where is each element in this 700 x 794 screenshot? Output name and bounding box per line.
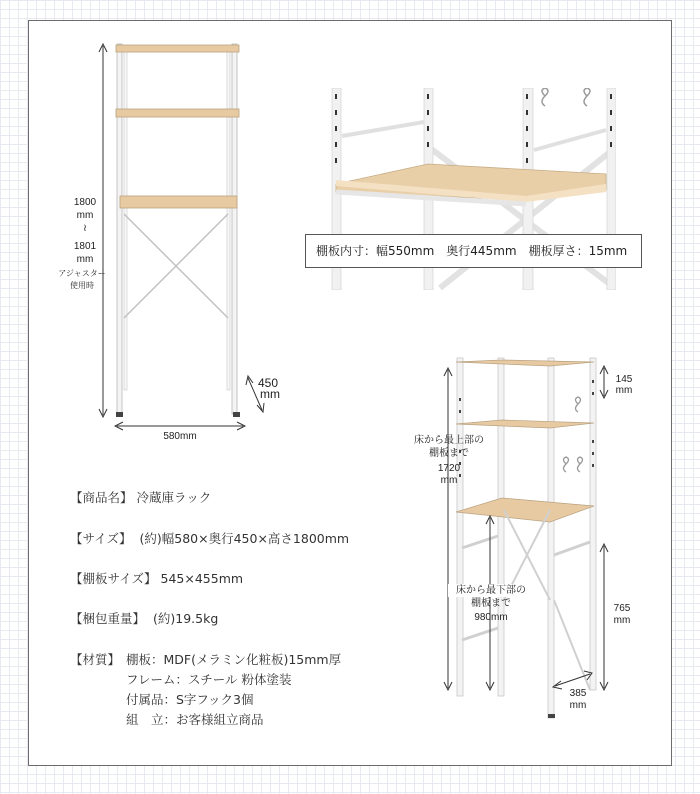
right-height-value: 765 — [613, 603, 631, 614]
spec-name-key: 【商品名】 — [70, 490, 133, 505]
top-gap-value: 145 — [615, 374, 633, 385]
floor-bottom-value: 980mm — [474, 612, 508, 623]
when-used-label: 使用時 — [70, 281, 94, 290]
depth-unit: mm — [260, 387, 280, 401]
adjuster-label: アジャスター — [58, 269, 106, 278]
spec-weight-key: 【梱包重量】 — [70, 611, 146, 626]
floor-top-unit: mm — [440, 475, 458, 486]
spec-shelf-size — [70, 569, 243, 587]
spec-size-value: (約)幅580×奥行450×高さ1800mm — [139, 531, 350, 546]
shelf-inner-size-caption: 棚板内寸：幅550mm 奥行445mm 棚板厚さ：15mm — [305, 234, 642, 268]
top-gap-unit: mm — [615, 385, 633, 396]
height-value-1: 1800 — [73, 197, 97, 208]
foot-depth-value: 385 — [569, 688, 587, 699]
spec-size-key: 【サイズ】 — [70, 531, 132, 546]
floor-top-label-1: 床から最上部の — [414, 435, 484, 446]
spec-name-value: 冷蔵庫ラック — [136, 490, 212, 505]
foot-depth-unit: mm — [569, 700, 587, 711]
floor-bottom-label-1: 床から最下部の — [448, 584, 534, 597]
height-unit-1: mm — [76, 210, 94, 221]
spec-material-key: 【材質】 — [70, 652, 121, 667]
depth-value: 450 — [258, 376, 279, 390]
spec-material-2: フレーム：スチール 粉体塗装 — [126, 672, 292, 687]
spec-shelf-key: 【棚板サイズ】 — [70, 571, 157, 586]
spec-shelf-value: 545×455mm — [160, 571, 244, 586]
spec-material-4: 組 立：お客様組立商品 — [126, 712, 264, 727]
width-label: 580mm — [163, 431, 197, 442]
spec-product-name — [70, 488, 211, 506]
right-height-unit: mm — [613, 615, 631, 626]
floor-top-label-2: 棚板まで — [429, 448, 469, 459]
height-unit-2: mm — [76, 254, 94, 265]
spec-weight-value: (約)19.5kg — [153, 611, 219, 626]
spec-material-1: 棚板：MDF(メラミン化粧板)15mm厚 — [126, 652, 342, 667]
spec-weight — [70, 609, 218, 627]
floor-top-value: 1720 — [437, 463, 461, 474]
height-tilde: ≀ — [83, 223, 87, 234]
height-value-2: 1801 — [73, 241, 97, 252]
spec-material — [70, 650, 124, 668]
spec-material-3: 付属品：S字フック3個 — [126, 692, 254, 707]
floor-bottom-label-2: 棚板まで — [471, 598, 511, 609]
spec-size — [70, 529, 349, 547]
